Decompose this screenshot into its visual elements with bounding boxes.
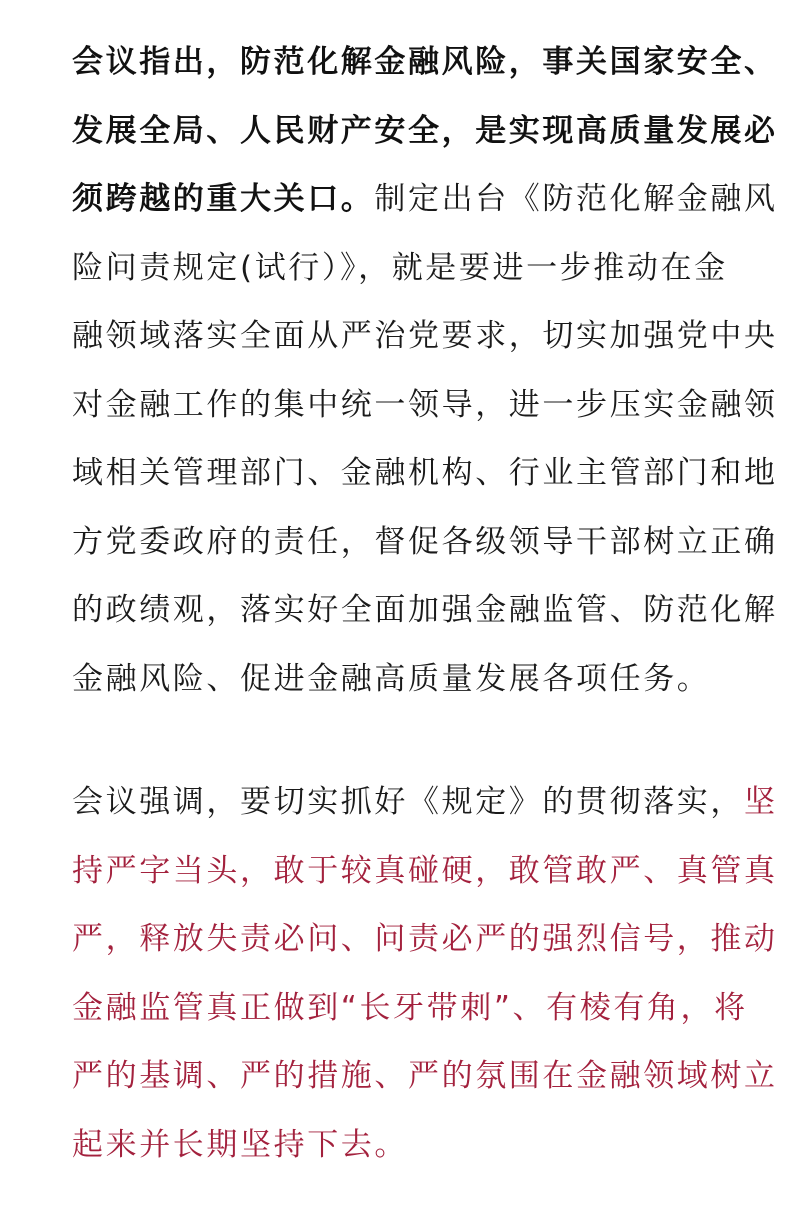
- highlight-text-line: 金融监管真正做到“长牙带刺”、有棱有角，将: [72, 989, 748, 1026]
- text-line: 对金融工作的集中统一领导，进一步压实金融领: [72, 386, 778, 423]
- highlight-text-line: 持严字当头，敢于较真碰硬，敢管敢严、真管真: [72, 852, 778, 889]
- text-line: 发展全局、人民财产安全，是实现高质量发展必: [72, 112, 778, 149]
- text-segment: 会议强调，要切实抓好《规定》的贯彻落实，: [72, 784, 744, 820]
- highlight-text-line: 严，释放失责必问、问责必严的强烈信号，推动: [72, 921, 778, 957]
- highlight-text-line: 起来并长期坚持下去。: [72, 1126, 408, 1163]
- text-segment: 制定出台《防范化解金融风: [374, 181, 778, 217]
- text-line: 的政绩观，落实好全面加强金融监管、防范化解: [72, 592, 778, 628]
- highlight-text-line: 严的基调、严的措施、严的氛围在金融领域树立: [72, 1058, 778, 1094]
- bold-text-segment: 须跨越的重大关口。: [72, 181, 375, 217]
- paragraph-meeting-emphasized: [72, 774, 778, 1185]
- text-line: 域相关管理部门、金融机构、行业主管部门和地: [72, 455, 778, 491]
- paragraph-meeting-pointed-out: [72, 34, 778, 719]
- text-line: 会议指出，防范化解金融风险，事关国家安全、: [72, 44, 778, 80]
- text-line: 险问责规定(试行）》，就是要进一步推动在金: [72, 249, 728, 286]
- highlight-text-segment: 坚: [744, 784, 778, 820]
- text-line-mixed: [72, 774, 778, 843]
- text-line-mixed: [72, 171, 778, 240]
- text-line: 方党委政府的责任，督促各级领导干部树立正确: [72, 523, 778, 560]
- text-line: 融领域落实全面从严治党要求，切实加强党中央: [72, 318, 778, 354]
- text-line: 金融风险、促进金融高质量发展各项任务。: [72, 660, 711, 697]
